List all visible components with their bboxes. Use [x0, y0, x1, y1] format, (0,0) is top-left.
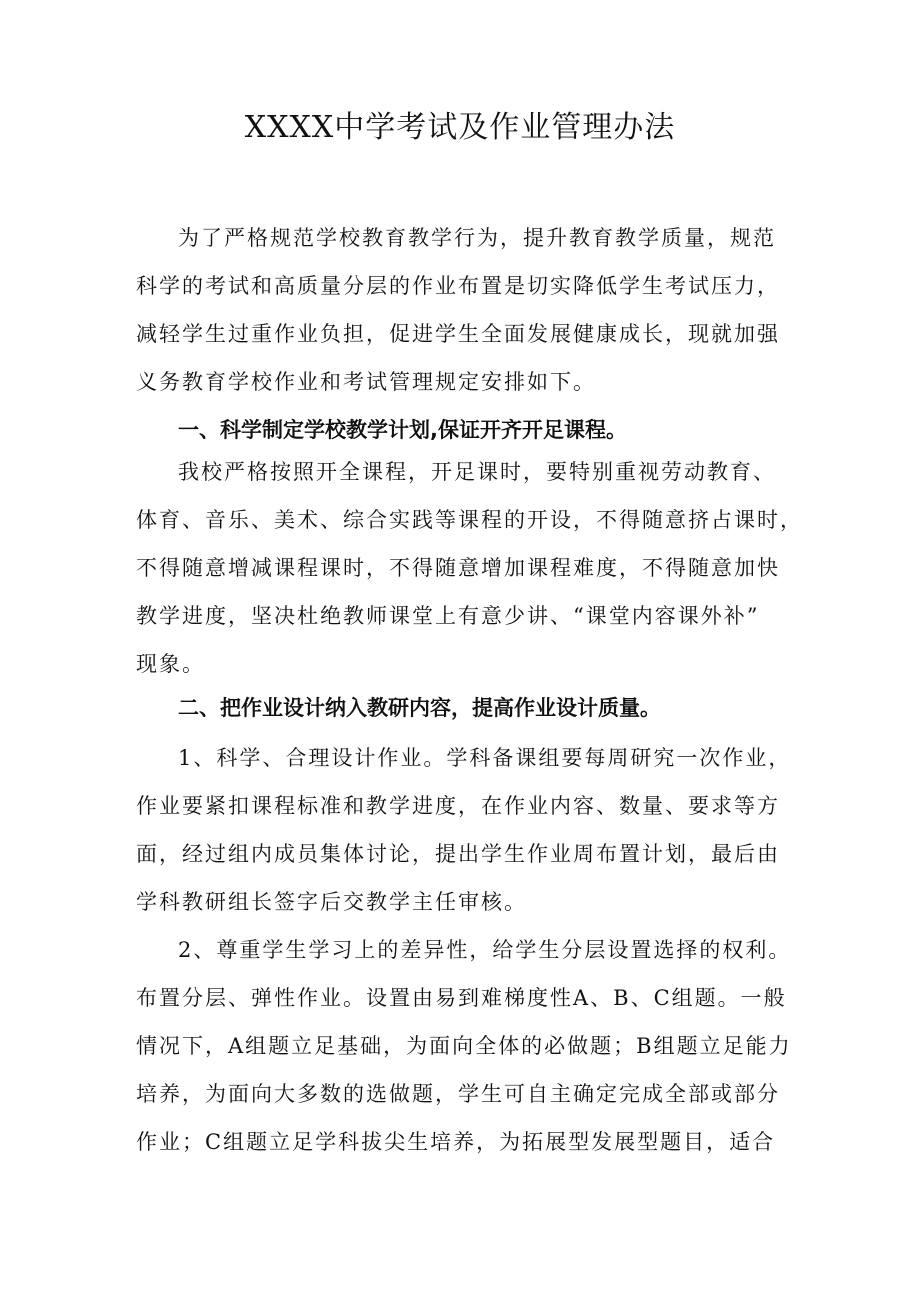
text-line: 现象。: [136, 652, 205, 676]
text-line: 减轻学生过重作业负担，促进学生全面发展健康成长，现就加强: [136, 322, 780, 346]
text-line: 体育、音乐、美术、综合实践等课程的开设，不得随意挤占课时，: [136, 508, 803, 532]
text-line: 作业要紧扣课程标准和教学进度，在作业内容、数量、要求等方: [136, 794, 780, 818]
text-line: 2、尊重学生学习上的差异性，给学生分层设置选择的权利。: [178, 938, 792, 962]
text-line: 布置分层、弹性作业。设置由易到难梯度性A、B、C组题。一般: [136, 986, 787, 1010]
section-2-item-2: [136, 926, 796, 1166]
text-line: 1、科学、合理设计作业。学科备课组要每周研究一次作业，: [178, 746, 792, 770]
text-line: 学科教研组长签字后交教学主任审核。: [136, 890, 527, 914]
section-1-body: [136, 448, 803, 688]
text-line: 情况下，A组题立足基础，为面向全体的必做题；B组题立足能力: [136, 1034, 792, 1058]
text-line: 义务教育学校作业和考试管理规定安排如下。: [136, 370, 596, 394]
section-2-heading: 二、把作业设计纳入教研内容，提高作业设计质量。: [178, 696, 661, 720]
section-2-item-1: [136, 734, 796, 926]
text-line: 培养，为面向大多数的选做题，学生可自主确定完成全部或部分: [136, 1082, 780, 1106]
document-title: XXXX中学考试及作业管理办法: [244, 110, 676, 145]
text-line: 科学的考试和高质量分层的作业布置是切实降低学生考试压力，: [136, 274, 780, 298]
text-line: 我校严格按照开全课程，开足课时，要特别重视劳动教育、: [178, 460, 776, 484]
text-line: 作业；C组题立足学科拔尖生培养，为拓展型发展型题目，适合: [136, 1130, 776, 1154]
text-line: 面，经过组内成员集体讨论，提出学生作业周布置计划，最后由: [136, 842, 780, 866]
text-line: 为了严格规范学校教育教学行为，提升教育教学质量，规范: [178, 226, 776, 250]
text-line: 教学进度，坚决杜绝教师课堂上有意少讲、“课堂内容课外补”: [136, 604, 760, 628]
intro-paragraph: [136, 214, 796, 406]
text-line: 不得随意增减课程课时，不得随意增加课程难度，不得随意加快: [136, 556, 780, 580]
section-1-heading: 一、科学制定学校教学计划,保证开齐开足课程。: [178, 418, 627, 442]
